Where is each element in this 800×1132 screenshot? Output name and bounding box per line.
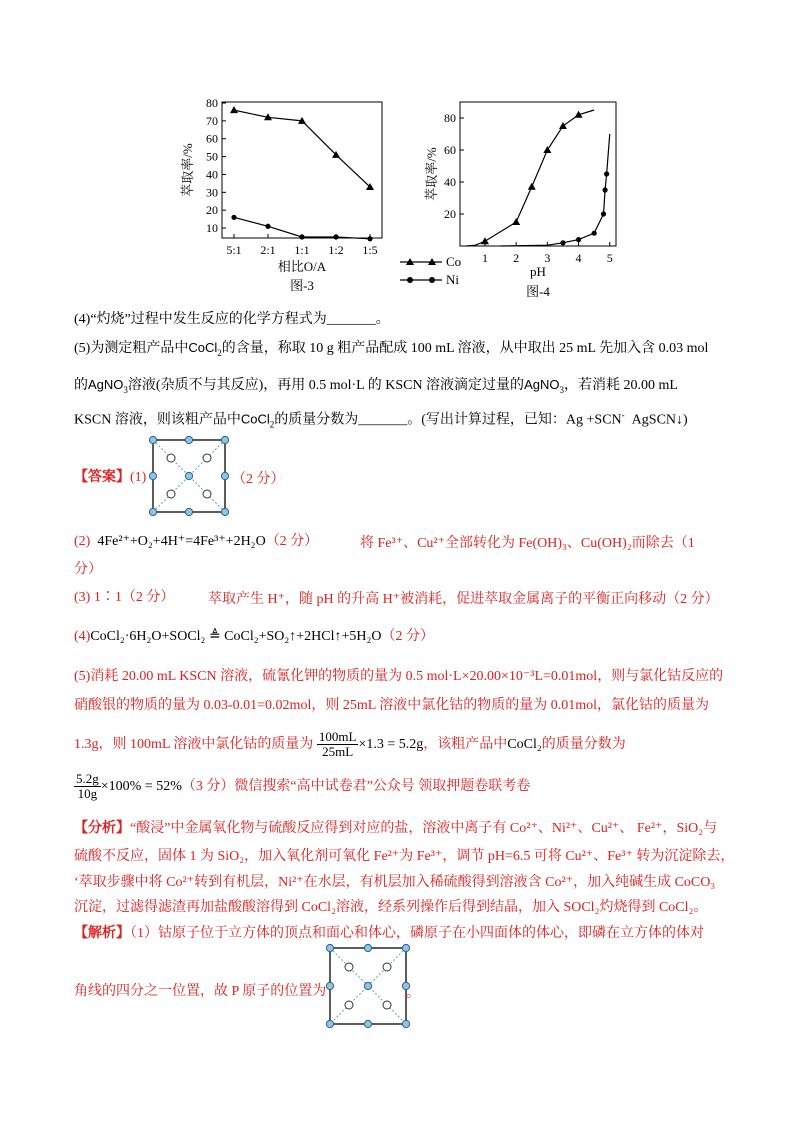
crystal-cell-diagram-2 xyxy=(322,940,416,1034)
answer-2: (2) 4Fe²⁺+O₂+4H⁺=4Fe³⁺+2H₂O（2 分） xyxy=(74,534,319,549)
figure-3-ni-series xyxy=(231,215,372,242)
legend-co-label: Co xyxy=(446,254,462,269)
cobalt-atom-icon xyxy=(221,508,228,515)
figure-4-ni-series xyxy=(501,134,610,246)
analysis-line-3: ‘萃取步骤中将 Co²⁺转到有机层，Ni²⁺在水层，有机层加入稀硫酸得到溶液含 Co²⁺，加入纯碱生成 CoCO₃ xyxy=(74,875,716,890)
analysis-line-2: 硫酸不反应，固体 1 为 SiO₂，加入氧化剂可氧化 Fe²⁺为 Fe³⁺，调节 pH=6.5 可将 Cu²⁺、Fe³⁺ 转为沉淀除去， xyxy=(74,849,735,864)
figure-4-co-point xyxy=(543,146,551,153)
answer-4: (4)CoCl₂·6H₂O+SOCl₂ ≜ CoCl₂+SO₂↑+2HCl↑+5H₂O（2 分） xyxy=(74,629,435,644)
figure-4-ni-point xyxy=(576,237,581,242)
figure-4-ni-point xyxy=(602,187,607,192)
question-5-line-2: 的AgNO$_3$溶液(杂质不与其反应)，再用 0.5 mol·L 的 KSCN 溶液滴定过量的AgNO$_3$，若消耗 20.00 mL xyxy=(74,377,678,395)
analysis-line-1: 【分析】“酸浸”中金属氧化物与硫酸反应得到对应的盐，溶液中离子有 Co²⁺、Ni²⁺、Cu²⁺、 Fe²⁺，SiO₂与 xyxy=(74,821,718,836)
answer-5-line-2: 硝酸银的物质的量为 0.03-0.01=0.02mol，则 25mL 溶液中氯化钴的物质的量为 0.01mol，氯化钴的质量为 xyxy=(74,698,710,713)
figure-3-ytick-label: 30 xyxy=(206,185,218,200)
figure-4-co-point xyxy=(528,183,536,190)
figure-4-xtick-label: 1 xyxy=(481,251,488,265)
cobalt-atom-icon xyxy=(149,472,156,479)
legend-circle-icon xyxy=(429,277,435,283)
figure-4-ni-point xyxy=(560,240,565,245)
figure-3-ytick-label: 10 xyxy=(206,221,218,236)
figure-4-co-line xyxy=(466,110,594,246)
phosphorus-atom-icon xyxy=(383,1001,391,1009)
figure-3-co-point xyxy=(230,106,238,113)
figure-3-ytick-label: 60 xyxy=(206,131,218,146)
phosphorus-atom-icon xyxy=(203,490,211,498)
figure-3-ni-point xyxy=(265,224,270,229)
figure-3-ni-point xyxy=(299,234,304,239)
figure-3-ylabel: 萃取率/% xyxy=(180,143,195,197)
phosphorus-atom-icon xyxy=(345,963,353,971)
cobalt-atom-icon xyxy=(185,472,192,479)
figure-4-axes xyxy=(460,102,616,246)
figure-3-labels xyxy=(180,96,378,293)
figure-4-xtick-label: 2 xyxy=(513,251,520,265)
figure-4-ytick-label: 80 xyxy=(444,111,456,125)
question-5-line-1: (5)为测定粗产品中CoCl$_2$的含量，称取 10 g 粗产品配成 100 mL 溶液，从中取出 25 mL 先加入含 0.03 mol xyxy=(74,340,709,358)
figure-4-co-point xyxy=(512,218,520,225)
figure-4-ni-point xyxy=(601,211,606,216)
figure-3-chart xyxy=(170,90,400,315)
cobalt-atom-icon xyxy=(221,436,228,443)
phosphorus-atom-icon xyxy=(203,454,211,462)
figure-4-xtick-label: 5 xyxy=(606,251,613,265)
phosphorus-atom-icon xyxy=(167,490,175,498)
cobalt-atom-icon xyxy=(149,436,156,443)
figure-4-ni-point xyxy=(604,171,609,176)
jiexi-end: 。 xyxy=(406,986,420,1001)
figure-3-ni-point xyxy=(231,215,236,220)
figure-3-xtick-label: 1:5 xyxy=(362,243,378,257)
figure-4-co-point xyxy=(481,237,489,244)
figure-3-ytick-label: 50 xyxy=(206,149,218,164)
figure-4-co-series xyxy=(466,110,594,246)
figure-3-caption: 图-3 xyxy=(290,278,314,293)
cobalt-atom-icon xyxy=(221,472,228,479)
figure-3-ni-point xyxy=(333,234,338,239)
figure-4-ni-point xyxy=(592,231,597,236)
answer-3a: (3) 1∶1（2 分） xyxy=(74,590,175,605)
figure-3-ytick-label: 20 xyxy=(206,203,218,218)
answer-5-line-1: (5)消耗 20.00 mL KSCN 溶液，硫氰化钾的物质的量为 0.5 mol·L×20.00×10⁻³L=0.01mol，则与氯化钴反应的 xyxy=(74,669,724,684)
figure-4-ylabel: 萃取率/% xyxy=(424,147,439,201)
figure-4-ytick-label: 20 xyxy=(444,207,456,221)
question-4: (4)“灼烧”过程中发生反应的化学方程式为_______。 xyxy=(74,312,390,327)
phosphorus-atom-icon xyxy=(345,1001,353,1009)
cobalt-atom-icon xyxy=(364,944,371,951)
figure-3-xlabel: 相比O/A xyxy=(277,259,327,274)
answer-5-line-4: $\frac{5.2g}{10g}$ ×100% = 52%（3 分）微信搜索“高中试卷君”公众号 领取押题卷联考卷 xyxy=(76,771,531,802)
figure-3-xtick-label: 5:1 xyxy=(226,243,242,257)
answer-1-score: （2 分） xyxy=(232,472,285,487)
figure-3-xtick-label: 1:1 xyxy=(294,243,310,257)
answer-2-cont: 分） xyxy=(74,562,102,577)
figure-4-xlabel: pH xyxy=(530,264,546,279)
figure-4-ytick-label: 40 xyxy=(444,175,456,189)
answer-tag: 【答案】 xyxy=(74,470,130,485)
answer-2-explain: 将 Fe³⁺、Cu²⁺全部转化为 Fe(OH)₃、Cu(OH)₂而除去（1 xyxy=(360,536,695,551)
answer-1: 【答案】(1) xyxy=(74,470,147,485)
figure-3-ytick-label: 70 xyxy=(206,113,218,128)
legend-circle-icon xyxy=(407,277,413,283)
chart-legend xyxy=(396,252,476,292)
cobalt-atom-icon xyxy=(326,944,333,951)
figure-3-ytick-label: 80 xyxy=(206,96,218,110)
figure-4-ytick-label: 60 xyxy=(444,143,456,157)
cobalt-atom-icon xyxy=(402,944,409,951)
figure-4-ni-line xyxy=(501,134,610,246)
figure-3-co-series xyxy=(230,106,374,190)
phosphorus-atom-icon xyxy=(167,454,175,462)
jiexi-line-2: 角线的四分之一位置，故 P 原子的位置为 xyxy=(74,984,327,999)
figure-4-caption: 图-4 xyxy=(526,284,550,299)
phosphorus-atom-icon xyxy=(383,963,391,971)
figure-4-co-point xyxy=(559,122,567,129)
answer-3b: 萃取产生 H⁺，随 pH 的升高 H⁺被消耗，促进萃取金属离子的平衡正向移动（2 分） xyxy=(208,592,719,607)
crystal-cell-diagram xyxy=(145,432,235,522)
answer-5-line-3: 1.3g，则 100mL 溶液中氯化钴的质量为 $\frac{100mL}{25mL}$ ×1.3 = 5.2g，该粗产品中CoCl₂的质量分数为 xyxy=(74,729,626,760)
jiexi-line-1: 【解析】（1）钴原子位于立方体的顶点和面心和体心，磷原子在小四面体的体心，即磷在立方体的体对 xyxy=(74,926,704,941)
figure-3-xtick-label: 2:1 xyxy=(260,243,276,257)
legend-ni-label: Ni xyxy=(446,272,459,287)
figure-4-xtick-label: 3 xyxy=(544,251,551,265)
cobalt-atom-icon xyxy=(185,508,192,515)
analysis-line-4: 沉淀，过滤得滤渣再加盐酸酸溶得到 CoCl₂溶液，经系列操作后得到结晶，加入 SOCl₂灼烧得到 CoCl₂。 xyxy=(74,900,708,915)
cobalt-atom-icon xyxy=(149,508,156,515)
cobalt-atom-icon xyxy=(326,982,333,989)
figure-3-xtick-label: 1:2 xyxy=(328,243,344,257)
figure-4-xtick-label: 4 xyxy=(575,251,582,265)
figure-4-frame xyxy=(460,102,616,246)
figure-3-ni-point xyxy=(367,236,372,241)
cobalt-atom-icon xyxy=(364,1020,371,1027)
cobalt-atom-icon xyxy=(364,982,371,989)
cobalt-atom-icon xyxy=(185,436,192,443)
figure-3-ytick-label: 40 xyxy=(206,167,218,182)
cobalt-atom-icon xyxy=(326,1020,333,1027)
cobalt-atom-icon xyxy=(402,1020,409,1027)
question-5-line-3: KSCN 溶液，则该粗产品中CoCl$_2$的质量分数为_______。(写出计算过程，已知：Ag +SCN- AgSCN↓) xyxy=(74,410,688,430)
